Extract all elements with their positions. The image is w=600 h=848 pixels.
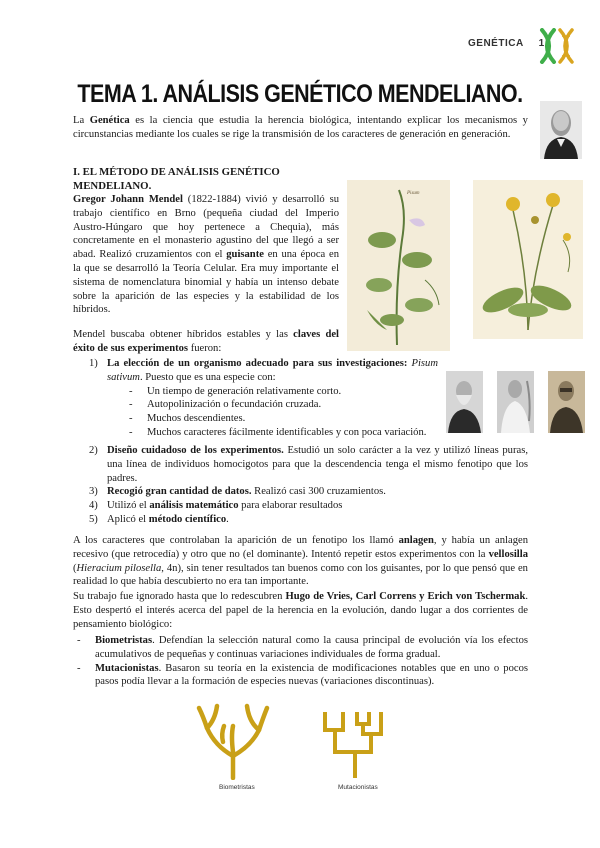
keys-list [89,357,438,440]
sub-item: - Un tiempo de generación relativamente corto. [129,385,342,397]
sub-item: - Muchos descendientes. [129,413,246,425]
intro-paragraph: La Genética es la ciencia que estudia la herencia biológica, intentando explicar los mecanismos y circunstancias mediante los cuales se rige la transmisión de los caracteres de generación en generación. [73,115,528,140]
sub-item: - Muchos caracteres fácilmente identificables y con poca variación. [129,426,427,438]
page-title: TEMA 1. ANÁLISIS GENÉTICO MENDELIANO. [77,80,523,108]
currents-list [73,634,528,689]
de-vries-portrait [446,371,483,433]
rediscovery-paragraph: Su trabajo fue ignorado hasta que lo redescubren Hugo de Vries, Carl Correns y Erich von Tschermak. Esto despertó el interés acerca del papel de la herencia en la evolución, dando lugar a dos corrientes de pensamiento biológico: [73,591,528,630]
biometristas-caption: Biometristas [219,784,255,791]
current-item-biometristas: - Biometristas. Defendían la selección natural como la causa principal de evolución vía los efectos acumulativos de pequeñas y continuas variaciones individuales de forma gradual. [77,635,528,660]
key-item-2: 2) Diseño cuidadoso de los experimentos. Estudió un solo carácter a la vez y utilizó líneas puras, una línea de individuos homocigotos para que la descendencia tenga el mismo fenotipo que los padres. [89,445,528,484]
keys-list-cont [89,444,528,527]
page-number: 1 [538,38,545,49]
tschermak-portrait [548,371,585,433]
correns-portrait [497,371,534,433]
dna-logo-icon [536,28,576,64]
key-item-3: 3) Recogió gran cantidad de datos. Realizó casi 300 cruzamientos. [89,486,386,498]
sub-item: - Autopolinización o fecundación cruzada. [129,399,322,411]
header-tag [468,38,545,49]
key-item-1: 1) La elección de un organismo adecuado para sus investigaciones: Pisum sativum. Puesto que es una especie con: [89,358,438,383]
key-item-5: 5) Aplicó el método científico. [89,513,229,525]
pea-plant-illustration [347,180,450,351]
subject-label: GENÉTICA [468,38,524,49]
mutacionistas-tree-diagram [321,708,387,778]
mendel-paragraph: Gregor Johann Mendel (1822-1884) vivió y desarrolló su trabajo científico en Brno (pequeña ciudad del Imperio Austro-Húngaro que hoy pertenece a Chequia), más concretamente en el monasterio agustino del que llegó a ser abad. Realizó cruzamientos con el guisante en una época en la que se desarrolló la Teoría Celular. Era muy importante el sistema de nomenclatura binomial y había un intenso debate sobre la aparición de las especies y la estabilidad de los híbridos. [73,194,339,316]
section-heading: I. EL MÉTODO DE ANÁLISIS GENÉTICO MENDELIANO. [73,166,280,192]
mutacionistas-caption: Mutacionistas [338,784,378,791]
hieracium-plant-illustration [473,180,583,339]
current-item-mutacionistas: - Mutacionistas. Basaron su teoría en la existencia de modificaciones notables que en uno o pocos pasos podía llevar a la formación de especies nuevas (variaciones discontinuas). [77,662,528,688]
key-item-4: 4) Utilizó el análisis matemático para elaborar resultados [89,500,343,512]
mendel-portrait [540,101,582,159]
keys-intro-paragraph: Mendel buscaba obtener híbridos estables y las claves del éxito de sus experimentos fueron: [73,329,340,354]
svg-text:Pisum: Pisum [407,191,420,196]
biometristas-tree-diagram [193,700,273,780]
anlagen-paragraph: A los caracteres que controlaban la aparición de un fenotipo los llamó anlagen, y había un anlagen recesivo (que retrocedía) y otro que no (el dominante). Intentó repetir estos experimentos con la vellosilla (Hieracium pilosella, 4n), sin tener resultados tan buenos como con los guisantes, por lo que pensó que en realidad lo que había descubierto no era tan importante. [73,535,528,588]
